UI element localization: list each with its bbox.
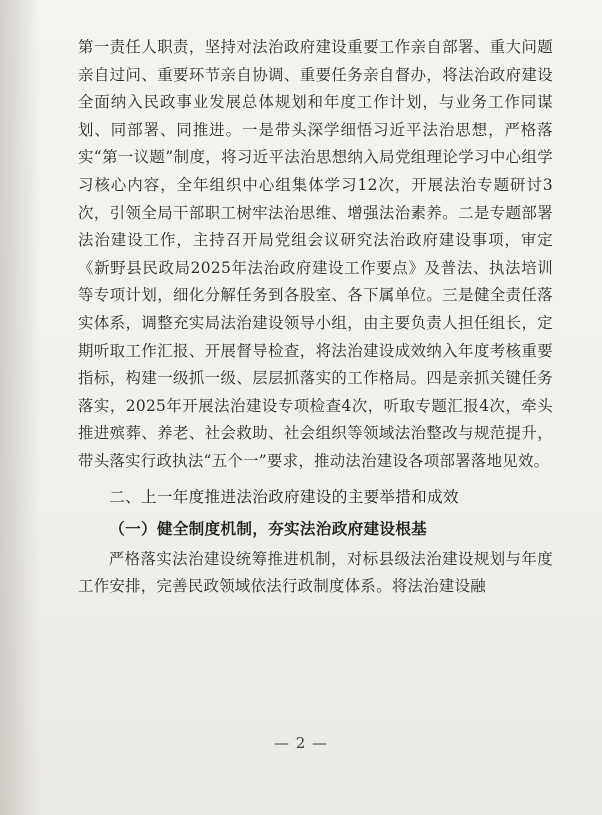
subsection-heading: （一）健全制度机制，夯实法治政府建设根基: [109, 518, 428, 538]
paragraph-mechanism: 严格落实法治建设统筹推进机制，对标县级法治建设规划与年度工作安排，完善民政领域依法行政制度体系。将法治建设融: [78, 549, 553, 596]
document-body: [78, 34, 553, 601]
page-number: — 2 —: [273, 734, 329, 752]
paragraph-responsibility: 第一责任人职责，坚持对法治政府建设重要工作亲自部署、重大问题亲自过问、重要环节亲自协调、重要任务亲自督办，将法治政府建设全面纳入民政事业发展总体规划和年度工作计划，与业务工作同谋划、同部署、同推进。一是带头深学细悟习近平法治思想，严格落实“第一议题”制度，将习近平法治思想纳入局党组理论学习中心组学习核心内容，全年组织中心组集体学习12次，开展法治专题研讨3次，引领全局干部职工树牢法治思维、增强法治素养。二是专题部署法治建设工作，主持召开局党组会议研究法治政府建设事项，审定《新野县民政局2025年法治政府建设工作要点》及普法、执法培训等专项计划，细化分解任务到各股室、各下属单位。三是健全责任落实体系，调整充实局法治建设领导小组，由主要负责人担任组长，定期听取工作汇报、开展督导检查，将法治建设成效纳入年度考核重要指标，构建一级抓一级、层层抓落实的工作格局。四是亲抓关键任务落实，2025年开展法治建设专项检查4次，听取专题汇报4次，牵头推进殡葬、养老、社会救助、社会组织等领域法治整改与规范提升，带头落实行政执法“五个一”要求，推动法治建设各项部署落地见效。: [78, 38, 553, 470]
page-edge-shadow: [0, 0, 40, 815]
section-heading: 二、上一年度推进法治政府建设的主要举措和成效: [109, 487, 459, 506]
